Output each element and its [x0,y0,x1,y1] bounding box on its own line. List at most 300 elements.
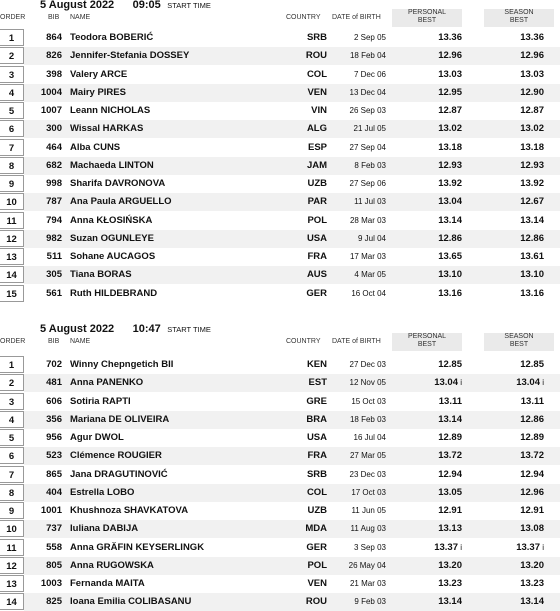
athlete-name[interactable]: Tiana BORAS [70,269,132,281]
personal-best-value: 13.14 [438,413,462,425]
athlete-name[interactable]: Sharifa DAVRONOVA [70,178,166,189]
personal-best-cell [400,87,462,98]
indoor-mark: i [458,378,462,388]
table-row [0,66,560,84]
dob-header: DATE of BIRTH [332,14,381,21]
country-cell: VEN [307,578,327,589]
order-cell: 2 [0,47,24,64]
athlete-name[interactable]: Sotiria RAPTI [70,395,131,407]
order-cell: 8 [0,484,24,501]
athlete-name[interactable]: Anna KŁOSIŃSKA [70,214,153,226]
heat-date: 5 August 2022 [40,323,115,335]
personal-best-value: 12.89 [438,432,462,443]
season-best-header: SEASON BEST [484,9,554,27]
start-time: 09:05 [132,0,161,11]
table-row [0,84,560,102]
order-cell: 14 [0,266,24,283]
season-best-value: 12.94 [520,468,544,480]
table-row [0,447,560,465]
athlete-name[interactable]: Alba CUNS [70,141,121,153]
season-best-value: 13.20 [520,559,544,571]
season-best-cell [480,487,544,498]
athlete-name[interactable]: Jana DRAGUTINOVIĆ [70,468,168,480]
country-header: COUNTRY [286,338,321,345]
athlete-name[interactable]: Ioana Emilia COLIBASANU [70,596,192,608]
personal-best-cell [400,487,462,498]
country-cell: KEN [306,359,327,370]
country-cell: ROU [305,50,327,62]
athlete-name[interactable]: Suzan OGUNLEYE [70,232,154,244]
personal-best-cell [400,523,462,534]
dob-cell: 11 Jun 05 [351,506,386,515]
season-best-value: 12.89 [520,432,544,443]
dob-cell: 28 Mar 03 [349,215,386,225]
athlete-name[interactable]: Ana Paula ARGUELLO [70,196,172,208]
table-row [0,520,560,538]
bib-cell: 1003 [40,578,62,589]
season-best-cell [480,359,544,370]
season-best-value: 12.86 [520,232,544,244]
dob-cell: 26 Sep 03 [349,106,386,115]
personal-best-cell [400,233,462,244]
season-best-cell [480,469,544,480]
personal-best-value: 12.87 [438,105,462,116]
athlete-name[interactable]: Fernanda MAITA [70,578,145,589]
personal-best-cell [400,69,462,80]
column-header-row [0,332,560,352]
order-cell: 13 [0,575,24,592]
personal-best-cell [400,377,462,388]
season-best-value: 13.23 [520,578,544,589]
season-best-value: 13.16 [520,287,544,299]
dob-cell: 12 Nov 05 [349,378,386,388]
country-cell: VIN [311,105,327,116]
personal-best-value: 13.04 [438,196,462,208]
bib-cell: 606 [46,395,62,407]
start-time: 10:47 [132,323,161,335]
season-best-value: 12.85 [520,359,544,370]
country-cell: ESP [307,141,327,153]
bib-cell: 464 [46,141,62,153]
table-row [0,557,560,575]
season-best-cell [480,414,544,425]
dob-cell: 15 Oct 03 [351,396,386,406]
personal-best-cell [400,178,462,189]
season-best-value: 13.02 [520,123,544,135]
athlete-name[interactable]: Mairy PIRES [70,86,126,98]
country-cell: USA [306,232,327,244]
bib-cell: 404 [46,486,62,498]
country-cell: FRA [307,251,327,262]
bib-cell: 511 [46,251,62,262]
personal-best-value: 13.23 [438,578,462,589]
bib-cell: 805 [46,559,62,571]
personal-best-value: 13.36 [438,32,462,43]
season-best-value: 12.96 [520,486,544,498]
personal-best-value: 13.13 [438,523,462,535]
table-row [0,139,560,157]
athlete-name[interactable]: Valery ARCE [70,68,128,80]
table-row [0,393,560,411]
table-row [0,248,560,266]
dob-cell: 17 Mar 03 [349,252,386,261]
season-best-cell [480,269,544,280]
country-cell: GER [306,287,327,299]
personal-best-cell [400,196,462,207]
personal-best-value: 13.03 [438,68,462,80]
personal-best-cell [400,542,462,553]
athlete-name[interactable]: Khushnoza SHAVKATOVA [70,505,189,516]
country-cell: COL [306,486,327,498]
season-best-cell [480,377,544,388]
bib-cell: 982 [46,232,62,244]
personal-best-cell [400,450,462,461]
country-header: COUNTRY [286,14,321,21]
indoor-mark: i [540,542,544,552]
order-cell: 9 [0,502,24,519]
indoor-mark: i [458,542,462,552]
bib-cell: 864 [46,32,62,43]
season-best-cell [480,142,544,153]
bib-header: BIB [48,338,60,345]
season-best-value: 13.11 [520,395,544,407]
table-row [0,374,560,392]
dob-cell: 16 Jul 04 [353,433,386,442]
personal-best-value: 13.20 [438,559,462,571]
table-row [0,157,560,175]
season-best-cell [480,578,544,589]
season-best-value: 12.67 [520,196,544,208]
personal-best-value: 12.91 [438,505,462,516]
country-cell: VEN [307,86,327,98]
country-cell: MDA [305,523,327,535]
season-best-header: SEASON BEST [484,333,554,351]
name-header: NAME [70,14,91,21]
athlete-name[interactable]: Ruth HILDEBRAND [70,287,158,299]
column-header-row [0,8,560,28]
order-cell: 14 [0,593,24,610]
order-cell: 6 [0,120,24,137]
season-best-value: 13.04 [516,377,540,389]
personal-best-cell [400,469,462,480]
country-cell: POL [307,214,327,226]
order-header: ORDER [0,14,26,21]
season-best-cell [480,251,544,262]
season-best-cell [480,432,544,443]
table-row [0,575,560,593]
order-cell: 8 [0,157,24,174]
athlete-name[interactable]: Iuliana DABIJA [70,523,139,535]
country-cell: FRA [307,450,327,462]
table-row [0,411,560,429]
personal-best-cell [400,578,462,589]
order-cell: 3 [0,66,24,83]
order-cell: 5 [0,102,24,119]
personal-best-value: 13.16 [438,287,462,299]
table-row [0,429,560,447]
season-best-cell [480,87,544,98]
season-best-cell [480,596,544,607]
country-cell: GER [306,541,327,553]
season-best-value: 12.90 [520,86,544,98]
personal-best-value: 12.94 [438,468,462,480]
athlete-name[interactable]: Mariana DE OLIVEIRA [70,413,170,425]
personal-best-value: 13.37 [434,541,458,553]
athlete-name[interactable]: Wissal HARKAS [70,123,144,135]
athlete-name[interactable]: Teodora BOBERIĆ [70,32,154,43]
table-row [0,193,560,211]
personal-best-cell [400,359,462,370]
personal-best-value: 12.86 [438,232,462,244]
dob-cell: 9 Jul 04 [357,233,386,243]
order-cell: 7 [0,466,24,483]
season-best-cell [480,523,544,534]
country-cell: POL [307,559,327,571]
order-header: ORDER [0,338,26,345]
table-row [0,356,560,374]
start-time-label: START TIME [167,325,211,334]
table-row [0,47,560,65]
personal-best-cell [400,505,462,516]
table-row [0,466,560,484]
season-best-cell [480,160,544,171]
bib-cell: 561 [46,287,62,299]
dob-cell: 11 Aug 03 [350,524,386,534]
order-cell: 2 [0,374,24,391]
order-cell: 4 [0,411,24,428]
country-cell: UZB [307,505,327,516]
dob-cell: 26 May 04 [348,560,386,570]
country-cell: SRB [306,468,327,480]
season-best-value: 13.18 [520,141,544,153]
start-time-label: START TIME [167,1,211,10]
bib-cell: 398 [46,68,62,80]
bib-cell: 956 [46,432,62,443]
personal-best-value: 13.14 [438,214,462,226]
season-best-value: 12.91 [520,505,544,516]
bib-cell: 682 [46,159,62,171]
bib-cell: 702 [46,359,62,370]
season-best-value: 13.10 [520,269,544,281]
bib-cell: 1001 [40,505,62,516]
athlete-name[interactable]: Machaeda LINTON [70,159,154,171]
athlete-name[interactable]: Clémence ROUGIER [70,450,162,462]
order-cell: 4 [0,84,24,101]
season-best-value: 13.37 [516,541,540,553]
personal-best-value: 13.05 [438,486,462,498]
table-row [0,266,560,284]
dob-cell: 18 Feb 04 [349,51,386,61]
order-cell: 9 [0,175,24,192]
personal-best-cell [400,123,462,134]
personal-best-value: 12.93 [438,159,462,171]
personal-best-cell [400,414,462,425]
dob-cell: 27 Dec 03 [349,360,386,369]
season-best-cell [480,560,544,571]
personal-best-value: 12.85 [438,359,462,370]
dob-cell: 21 Mar 03 [349,579,386,588]
table-row [0,212,560,230]
country-cell: JAM [306,159,327,171]
country-cell: COL [306,68,327,80]
bib-cell: 481 [46,377,62,389]
bib-cell: 1004 [40,86,62,98]
personal-best-cell [400,560,462,571]
order-cell: 1 [0,356,24,373]
season-best-cell [480,123,544,134]
table-row [0,102,560,120]
bib-cell: 826 [46,50,62,62]
order-cell: 15 [0,285,24,302]
personal-best-header: PERSONAL BEST [392,333,462,351]
athlete-name[interactable]: Agur DWOL [70,432,124,443]
personal-best-cell [400,288,462,299]
order-cell: 11 [0,212,24,229]
dob-cell: 27 Mar 05 [349,451,386,461]
athlete-name[interactable]: Leann NICHOLAS [70,105,151,116]
bib-cell: 356 [46,413,62,425]
athlete-name[interactable]: Anna GRÄFIN KEYSERLINGK [70,541,205,553]
dob-cell: 27 Sep 06 [349,179,386,188]
personal-best-value: 13.02 [438,123,462,135]
dob-cell: 13 Dec 04 [349,87,386,97]
personal-best-cell [400,50,462,61]
bib-cell: 523 [46,450,62,462]
season-best-cell [480,396,544,407]
personal-best-value: 13.11 [438,395,462,407]
athlete-name[interactable]: Winny Chepngetich BII [70,359,174,370]
season-best-value: 13.61 [520,251,544,262]
personal-best-cell [400,251,462,262]
order-cell: 3 [0,393,24,410]
order-cell: 12 [0,230,24,247]
personal-best-cell [400,160,462,171]
country-cell: USA [306,432,327,443]
order-cell: 11 [0,539,24,556]
dob-cell: 3 Sep 03 [353,542,386,552]
season-best-cell [480,105,544,116]
table-row [0,285,560,303]
season-best-value: 12.86 [520,413,544,425]
season-best-value: 13.92 [520,178,544,189]
season-best-cell [480,196,544,207]
order-cell: 5 [0,429,24,446]
table-row [0,502,560,520]
bib-header: BIB [48,14,60,21]
season-best-cell [480,32,544,43]
table-row [0,484,560,502]
table-row [0,230,560,248]
order-cell: 13 [0,248,24,265]
country-cell: UZB [307,178,327,189]
dob-cell: 2 Sep 05 [353,33,386,42]
table-row [0,29,560,47]
bib-cell: 865 [46,468,62,480]
season-best-cell [480,50,544,61]
bib-cell: 737 [46,523,62,535]
heat-title [40,319,211,333]
bib-cell: 305 [46,269,62,281]
season-best-value: 13.14 [520,596,544,608]
season-best-value: 13.14 [520,214,544,226]
personal-best-cell [400,142,462,153]
season-best-cell [480,69,544,80]
personal-best-cell [400,215,462,226]
country-cell: GRE [306,395,327,407]
athlete-name[interactable]: Jennifer-Stefania DOSSEY [70,50,190,62]
bib-cell: 300 [46,123,62,135]
dob-cell: 9 Feb 03 [354,597,386,607]
country-cell: PAR [307,196,327,208]
dob-cell: 21 Jul 05 [353,124,386,134]
season-best-cell [480,233,544,244]
athlete-name[interactable]: Estrella LOBO [70,486,135,498]
season-best-value: 12.87 [520,105,544,116]
order-cell: 7 [0,139,24,156]
name-header: NAME [70,338,91,345]
personal-best-cell [400,269,462,280]
season-best-value: 12.96 [520,50,544,62]
bib-cell: 998 [46,178,62,189]
season-best-value: 13.36 [520,32,544,43]
dob-cell: 7 Dec 06 [353,69,386,79]
dob-cell: 4 Mar 05 [354,270,386,280]
order-cell: 1 [0,29,24,46]
personal-best-value: 13.18 [438,141,462,153]
dob-header: DATE of BIRTH [332,338,381,345]
season-best-cell [480,542,544,553]
athlete-name[interactable]: Anna PANENKO [70,377,144,389]
order-cell: 12 [0,557,24,574]
table-row [0,593,560,611]
bib-cell: 825 [46,596,62,608]
indoor-mark: i [540,378,544,388]
season-best-cell [480,178,544,189]
table-row [0,120,560,138]
season-best-cell [480,215,544,226]
personal-best-header: PERSONAL BEST [392,9,462,27]
table-row [0,175,560,193]
order-cell: 10 [0,193,24,210]
heat-date: 5 August 2022 [40,0,115,11]
personal-best-value: 13.72 [438,450,462,462]
country-cell: SRB [306,32,327,43]
personal-best-cell [400,432,462,443]
personal-best-cell [400,105,462,116]
country-cell: EST [308,377,327,389]
season-best-value: 13.03 [520,68,544,80]
athlete-name[interactable]: Sohane AUCAGOS [70,251,156,262]
personal-best-cell [400,32,462,43]
country-cell: ROU [305,596,327,608]
bib-cell: 787 [46,196,62,208]
country-cell: AUS [306,269,327,281]
personal-best-value: 13.14 [438,596,462,608]
country-cell: ALG [306,123,327,135]
bib-cell: 794 [46,214,62,226]
personal-best-value: 12.95 [438,86,462,98]
personal-best-value: 12.96 [438,50,462,62]
season-best-value: 13.72 [520,450,544,462]
personal-best-value: 13.10 [438,269,462,281]
personal-best-value: 13.04 [434,377,458,389]
bib-cell: 1007 [40,105,62,116]
athlete-name[interactable]: Anna RUGOWSKA [70,559,154,571]
country-cell: BRA [306,413,327,425]
personal-best-cell [400,596,462,607]
dob-cell: 23 Dec 03 [349,469,386,479]
dob-cell: 11 Jul 03 [354,197,386,207]
